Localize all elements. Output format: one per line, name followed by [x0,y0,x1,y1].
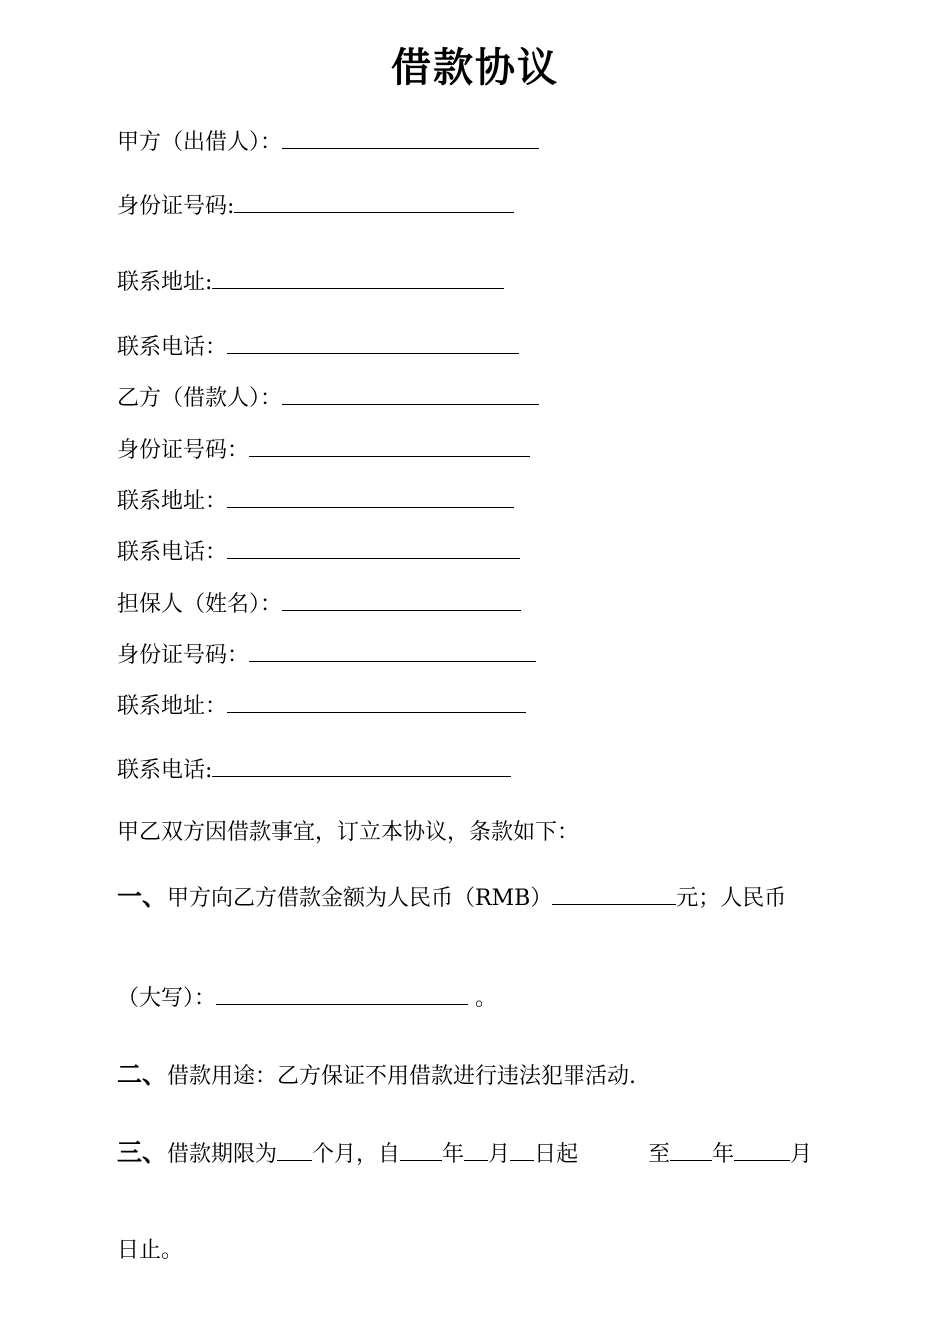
clause-3-t5: 日起 [534,1142,579,1167]
clause-3-end-month-field[interactable] [734,1138,790,1161]
clause-1-number: 一、 [117,882,168,911]
guarantor-id-row [117,639,536,671]
clause-1-text-c: （大写）： [117,986,217,1011]
clause-3-t8: 月 [790,1142,813,1167]
clause-3-t7: 年 [712,1142,735,1167]
clause-3-t1: 借款期限为 [167,1142,278,1167]
party-a-name-label: 甲方（出借人）： [117,130,283,155]
clause-3-start-day-field[interactable] [510,1138,534,1161]
guarantor-name-row [117,588,521,620]
party-b-phone-row [117,536,520,568]
document-title: 借款协议 [391,45,559,91]
guarantor-phone-label: 联系电话: [117,758,213,783]
party-a-phone-label: 联系电话： [117,335,228,360]
clause-1-amount-words-field[interactable] [216,982,468,1005]
clause-3-t4: 月 [488,1142,511,1167]
clause-1-line-1 [117,882,786,914]
clause-1-line-2 [117,982,497,1014]
clause-3-t2: 个月，自 [312,1142,401,1167]
party-b-address-row [117,485,514,517]
guarantor-name-label: 担保人（姓名）： [117,592,283,617]
guarantor-id-field[interactable] [249,639,536,662]
clause-3-t6: 至 [648,1142,671,1167]
party-b-phone-label: 联系电话： [117,540,228,565]
party-b-name-row [117,382,539,414]
clause-1-text-b: 元；人民币 [676,886,787,911]
party-a-id-row [117,190,514,222]
party-a-phone-field[interactable] [227,331,519,354]
clause-1-text-d: 。 [475,986,498,1011]
clause-3-start-month-field[interactable] [464,1138,488,1161]
clause-3-line-2: 日止。 [117,1238,184,1263]
clause-1-text-a: 甲方向乙方借款金额为人民币（RMB） [167,886,553,911]
guarantor-address-field[interactable] [227,690,526,713]
clause-3-start-year-field[interactable] [400,1138,442,1161]
guarantor-id-label: 身份证号码： [117,643,250,668]
clause-3-number: 三、 [117,1138,168,1167]
party-b-address-field[interactable] [227,485,514,508]
clause-1-amount-field[interactable] [552,882,676,905]
guarantor-phone-row [117,754,511,786]
clause-2-text: 借款用途：乙方保证不用借款进行违法犯罪活动. [167,1064,637,1089]
guarantor-phone-field[interactable] [212,754,511,777]
party-b-name-field[interactable] [282,382,539,405]
intro-paragraph: 甲乙双方因借款事宜，订立本协议，条款如下： [117,820,580,845]
party-b-name-label: 乙方（借款人）： [117,386,283,411]
party-a-address-field[interactable] [212,266,504,289]
guarantor-address-label: 联系地址： [117,694,228,719]
clause-3-end-year-field[interactable] [670,1138,712,1161]
guarantor-name-field[interactable] [282,588,521,611]
clause-3-t3: 年 [442,1142,465,1167]
party-b-id-label: 身份证号码： [117,438,250,463]
party-a-phone-row [117,331,519,363]
guarantor-address-row [117,690,526,722]
party-b-phone-field[interactable] [227,536,520,559]
party-a-id-field[interactable] [234,190,514,213]
party-b-address-label: 联系地址： [117,489,228,514]
party-b-id-field[interactable] [249,434,530,457]
party-b-id-row [117,434,530,466]
party-a-id-label: 身份证号码: [117,194,235,219]
party-a-name-row [117,126,539,158]
party-a-address-label: 联系地址: [117,270,213,295]
clause-3-line-1 [117,1138,812,1170]
party-a-name-field[interactable] [282,126,539,149]
clause-3-months-field[interactable] [277,1138,312,1161]
party-a-address-row [117,266,504,298]
clause-2-number: 二、 [117,1060,168,1089]
clause-2 [117,1060,636,1092]
